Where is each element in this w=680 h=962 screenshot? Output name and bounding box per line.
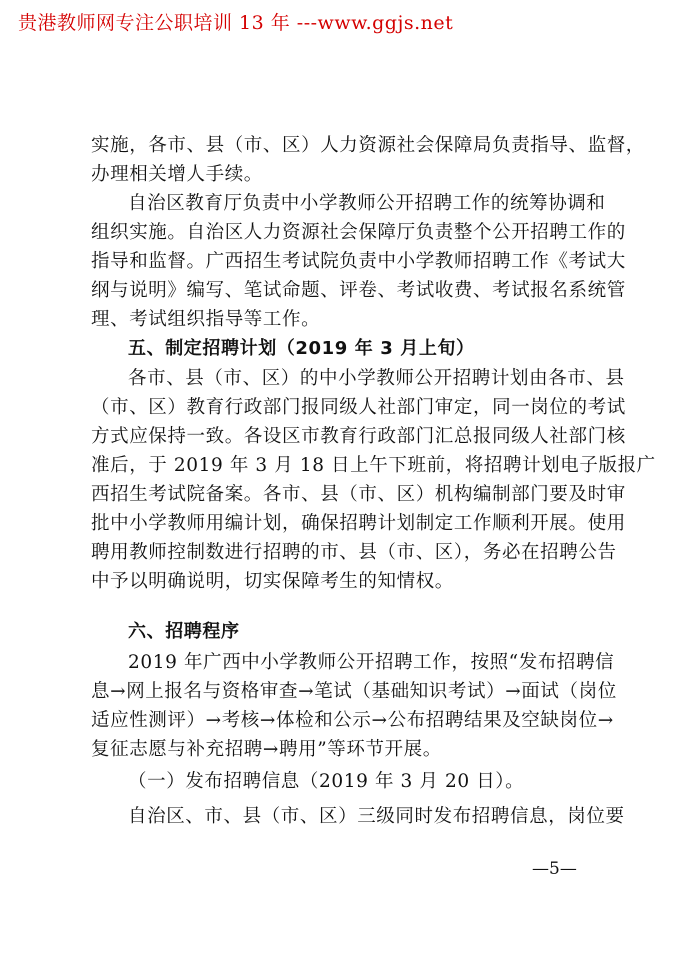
body-line: 组织实施。自治区人力资源社会保障厅负责整个公开招聘工作的 <box>91 222 626 243</box>
body-line: 复征志愿与补充招聘→聘用”等环节开展。 <box>91 739 442 760</box>
body-line: 中予以明确说明，切实保障考生的知情权。 <box>91 571 454 592</box>
body-line: 准后，于 2019 年 3 月 18 日上午下班前，将招聘计划电子版报广 <box>91 455 656 476</box>
body-line: 方式应保持一致。各设区市教育行政部门汇总报同级人社部门核 <box>91 426 626 447</box>
header-watermark: 贵港教师网专注公职培训 13 年 ---www.ggjs.net <box>18 12 454 34</box>
body-line: 各市、县（市、区）的中小学教师公开招聘计划由各市、县 <box>128 368 625 389</box>
body-line: 实施，各市、县（市、区）人力资源社会保障局负责指导、监督， <box>91 135 645 156</box>
body-line: 批中小学教师用编计划，确保招聘计划制定工作顺利开展。使用 <box>91 513 626 534</box>
subsection-heading: （一）发布招聘信息（2019 年 3 月 20 日）。 <box>128 771 525 792</box>
body-line: 适应性测评）→考核→体检和公示→公布招聘结果及空缺岗位→ <box>91 710 614 731</box>
body-line: 息→网上报名与资格审查→笔试（基础知识考试）→面试（岗位 <box>91 681 617 702</box>
section-heading: 五、制定招聘计划（2019 年 3 月上旬） <box>128 338 475 359</box>
body-line: 理、考试组织指导等工作。 <box>91 309 321 330</box>
body-line: 自治区教育厅负责中小学教师公开招聘工作的统筹协调和 <box>128 193 606 214</box>
body-line: （市、区）教育行政部门报同级人社部门审定，同一岗位的考试 <box>91 397 626 418</box>
body-line: 纲与说明》编写、笔试命题、评卷、考试收费、考试报名系统管 <box>91 280 626 301</box>
body-line: 聘用教师控制数进行招聘的市、县（市、区），务必在招聘公告 <box>91 542 617 563</box>
page-number: —5— <box>532 859 577 879</box>
body-line: 2019 年广西中小学教师公开招聘工作，按照“发布招聘信 <box>128 652 615 673</box>
body-line: 西招生考试院备案。各市、县（市、区）机构编制部门要及时审 <box>91 484 626 505</box>
body-line: 办理相关增人手续。 <box>91 164 263 185</box>
body-line: 指导和监督。广西招生考试院负责中小学教师招聘工作《考试大 <box>91 251 626 272</box>
section-heading: 六、招聘程序 <box>128 621 240 642</box>
body-line: 自治区、市、县（市、区）三级同时发布招聘信息，岗位要 <box>128 806 625 827</box>
